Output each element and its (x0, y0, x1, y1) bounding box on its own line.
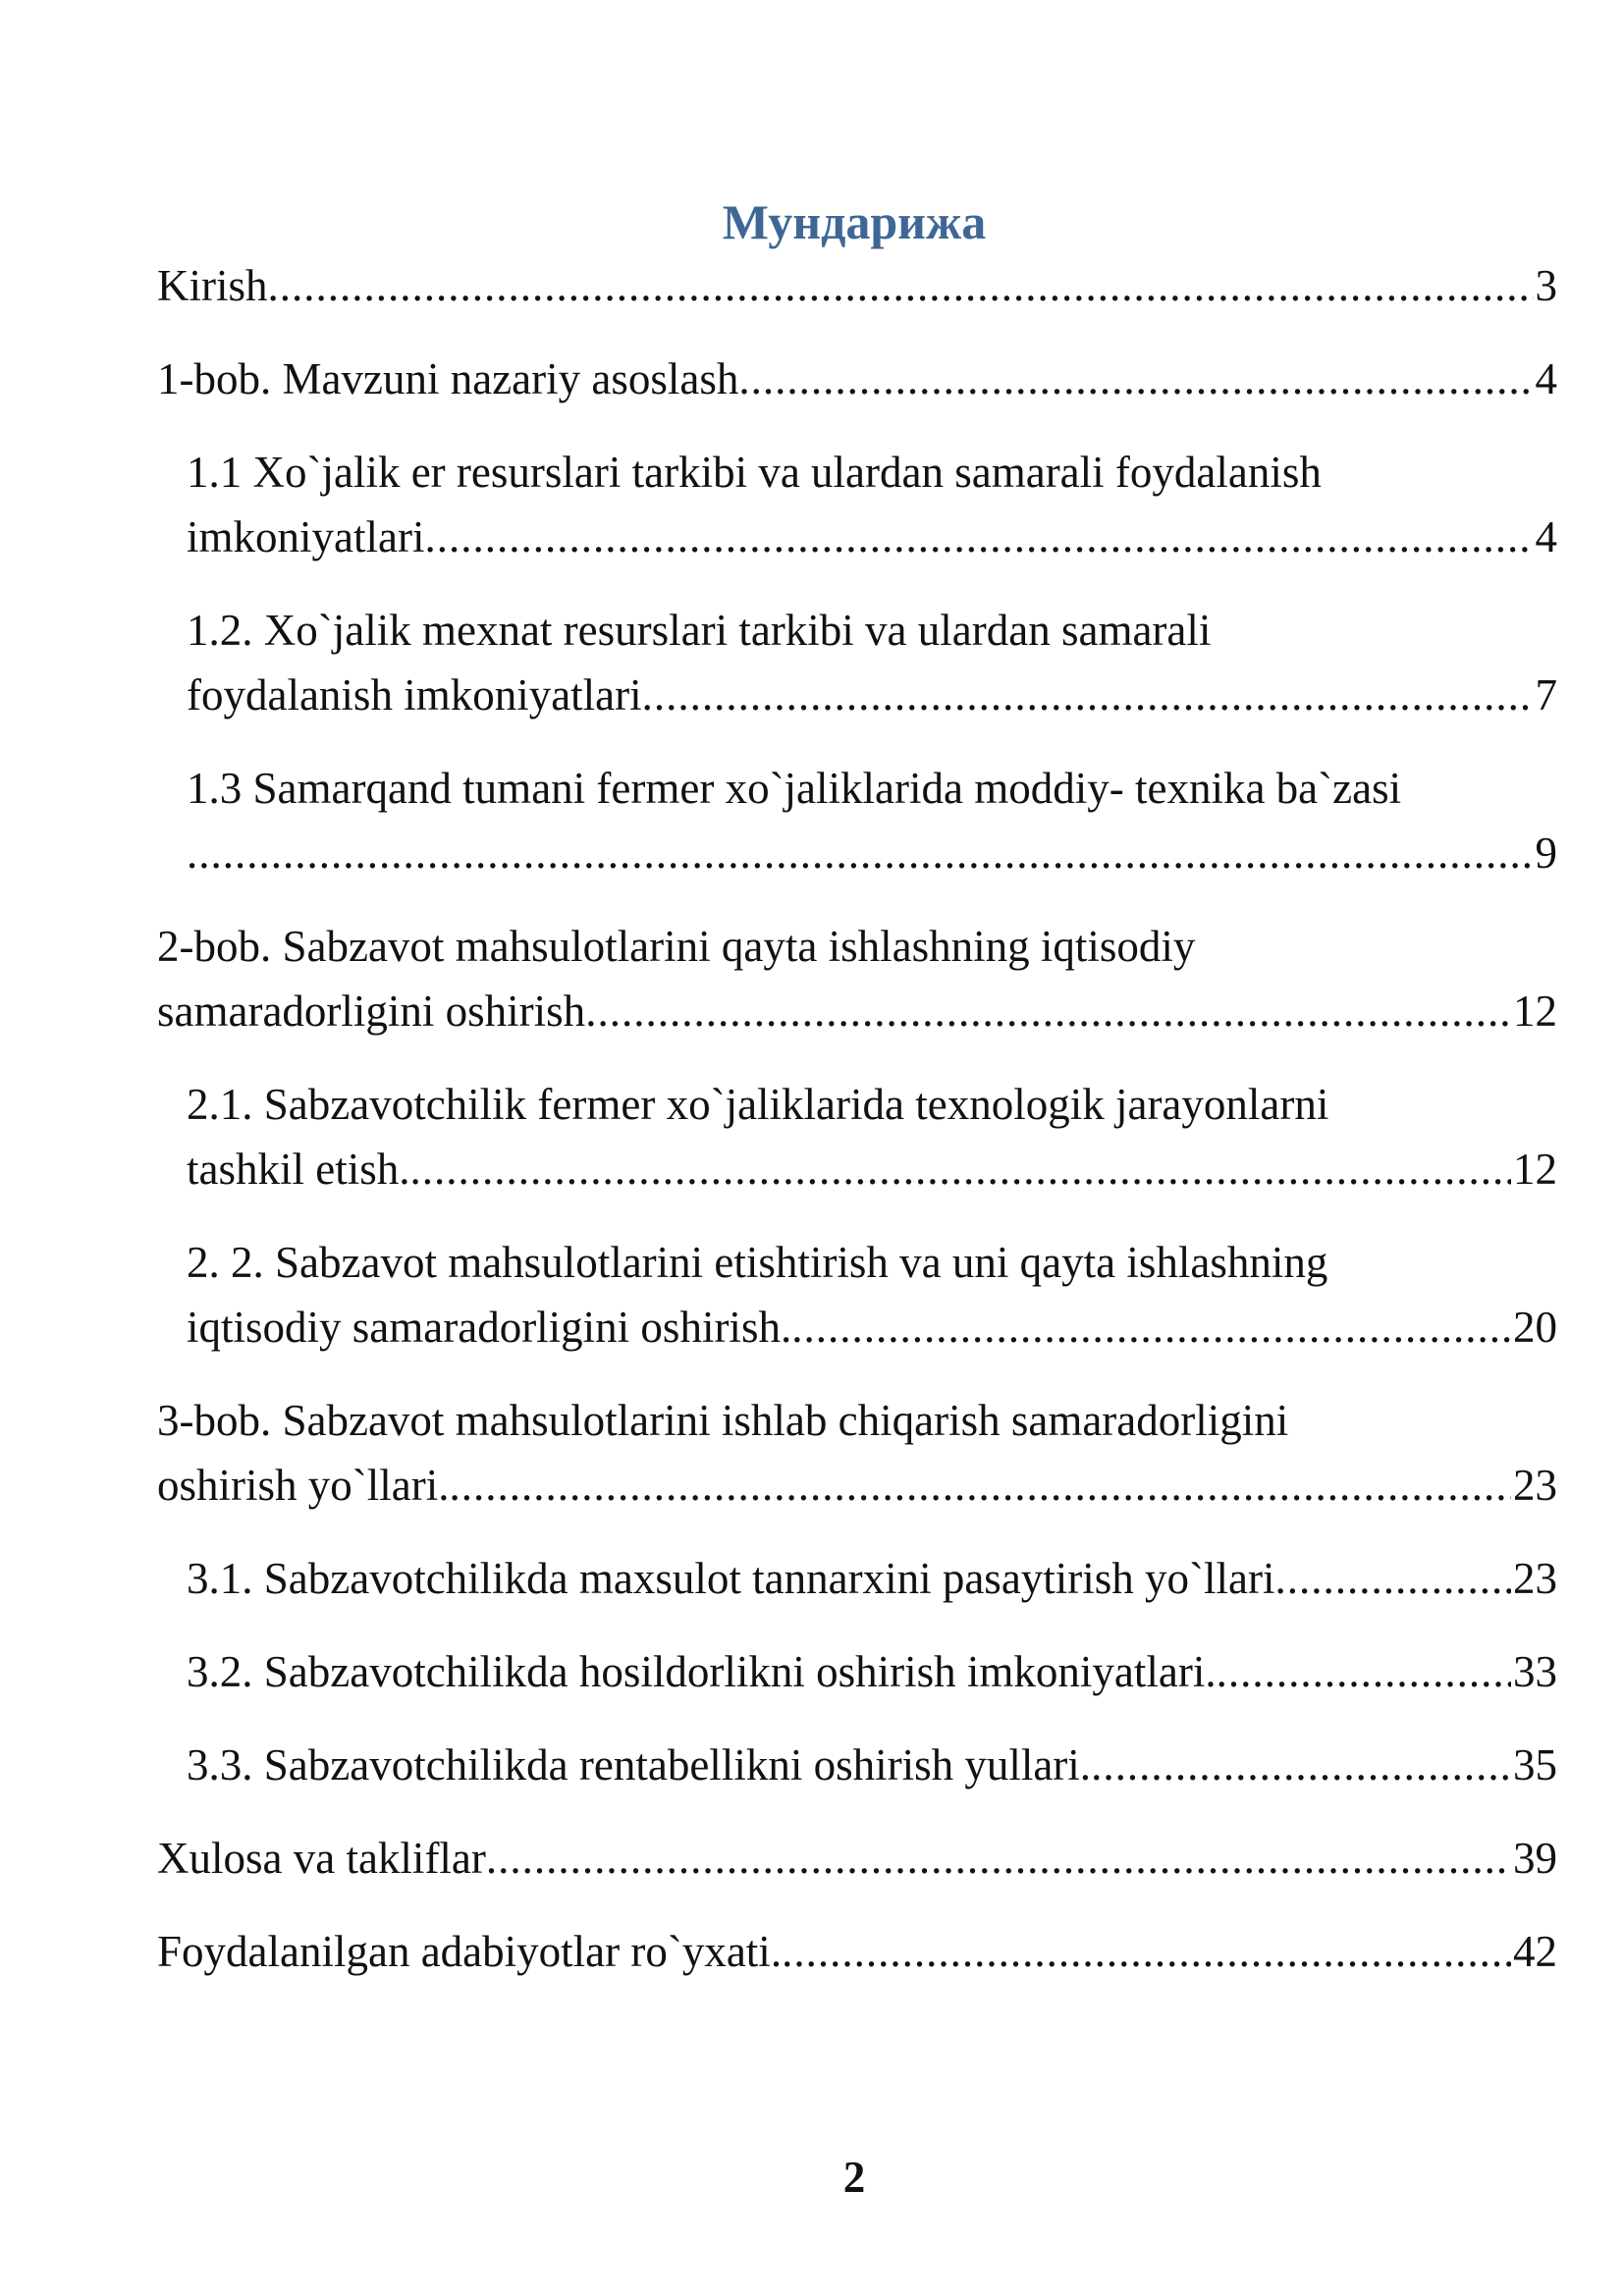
toc-entry-section-3-3[interactable] (187, 1733, 1557, 1797)
toc-page-number: 39 (1513, 1834, 1557, 1883)
dot-leader (424, 505, 1533, 569)
toc-entry-first-line: 1.2. Xo`jalik mexnat resurslari tarkibi va ulardan samarali (187, 606, 1212, 655)
toc-entry-first-line: 2-bob. Sabzavot mahsulotlarini qayta ishlashning iqtisodiy (157, 922, 1196, 971)
toc-title: Мундарижа (722, 194, 987, 249)
toc-entry-first-line: 1.3 Samarqand tumani fermer xo`jaliklarida moddiy- texnika ba`zasi (187, 764, 1402, 813)
dot-leader (486, 1826, 1511, 1891)
toc-entry-section-3-1[interactable] (187, 1546, 1557, 1611)
toc-entry-chapter-1[interactable] (157, 347, 1557, 411)
toc-page-number: 4 (1535, 354, 1557, 403)
toc-entry-text: imkoniyatlari (187, 512, 425, 561)
toc-entry-conclusions[interactable] (157, 1826, 1557, 1891)
toc-entry-text: foydalanish imkoniyatlari (187, 670, 642, 720)
toc-page-number: 9 (1535, 828, 1557, 878)
toc-entry-text: iqtisodiy samaradorligini oshirish. (187, 1303, 792, 1352)
toc-entry-section-2-2[interactable] (187, 1230, 1557, 1360)
toc-entry-section-2-1[interactable] (187, 1072, 1557, 1201)
toc-entry-section-1-2[interactable] (187, 598, 1557, 727)
toc-entry-first-line: 2. 2. Sabzavot mahsulotlarini etishtirish va uni qayta ishlashning (187, 1238, 1328, 1287)
toc-entry-text: Kirish (157, 261, 268, 310)
toc-entry-text: 3.1. Sabzavotchilikda maxsulot tannarxini pasaytirish yo`llari (187, 1554, 1275, 1603)
toc-entry-text: samaradorligini oshirish (157, 987, 586, 1036)
toc-page-number: 35 (1513, 1740, 1557, 1789)
toc-page-number: 12 (1513, 987, 1557, 1036)
dot-leader (738, 347, 1533, 411)
dot-leader (782, 1919, 1511, 1984)
dot-leader (1091, 1733, 1511, 1797)
toc-page-number: 23 (1513, 1554, 1557, 1603)
toc-entry-text: 1-bob. Mavzuni nazariy asoslash (157, 354, 739, 403)
dot-leader (187, 821, 1534, 885)
toc-entry-text: oshirish yo`llari. (157, 1461, 450, 1510)
toc-page-number: 4 (1535, 512, 1557, 561)
dot-leader (1275, 1546, 1512, 1611)
toc-entry-references[interactable] (157, 1919, 1557, 1984)
toc-entry-text: 3.2. Sabzavotchilikda hosildorlikni oshirish imkoniyatlari. (187, 1647, 1217, 1696)
toc-page-number: 33 (1513, 1647, 1557, 1696)
toc-page-number: 3 (1535, 261, 1557, 310)
toc-entry-kirish[interactable] (157, 253, 1557, 318)
toc-page-number: 23 (1513, 1461, 1557, 1510)
toc-entry-section-3-2[interactable] (187, 1639, 1557, 1704)
toc-entry-text: 3.3. Sabzavotchilikda rentabellikni oshirish yullari. (187, 1740, 1092, 1789)
toc-page-number: 12 (1513, 1145, 1557, 1194)
dot-leader (409, 1137, 1511, 1201)
toc-page-number: 42 (1513, 1927, 1557, 1976)
dot-leader (642, 663, 1534, 727)
toc-page-number: 7 (1535, 670, 1557, 720)
dot-leader (268, 253, 1534, 318)
toc-entry-chapter-2[interactable] (157, 914, 1557, 1043)
toc-entry-section-1-3[interactable] (187, 756, 1557, 885)
toc-entry-first-line: 3-bob. Sabzavot mahsulotlarini ishlab chiqarish samaradorligini (157, 1396, 1289, 1445)
dot-leader (791, 1295, 1511, 1360)
table-of-contents (157, 253, 1557, 2012)
toc-entry-text: Xulosa va takliflar (157, 1834, 486, 1883)
toc-entry-first-line: 1.1 Xo`jalik er resurslari tarkibi va ulardan samarali foydalanish (187, 448, 1322, 497)
toc-entry-chapter-3[interactable] (157, 1388, 1557, 1518)
dot-leader (1217, 1639, 1511, 1704)
toc-entry-text: tashkil etish. (187, 1145, 410, 1194)
toc-entry-text: Foydalanilgan adabiyotlar ro`yxati. (157, 1927, 783, 1976)
toc-entry-first-line: 2.1. Sabzavotchilik fermer xo`jaliklarida texnologik jarayonlarni (187, 1080, 1329, 1129)
page-footer-number: 2 (842, 2153, 866, 2202)
dot-leader (449, 1453, 1511, 1518)
dot-leader (585, 979, 1511, 1043)
toc-entry-section-1-1[interactable] (187, 440, 1557, 569)
toc-page-number: 20 (1513, 1303, 1557, 1352)
